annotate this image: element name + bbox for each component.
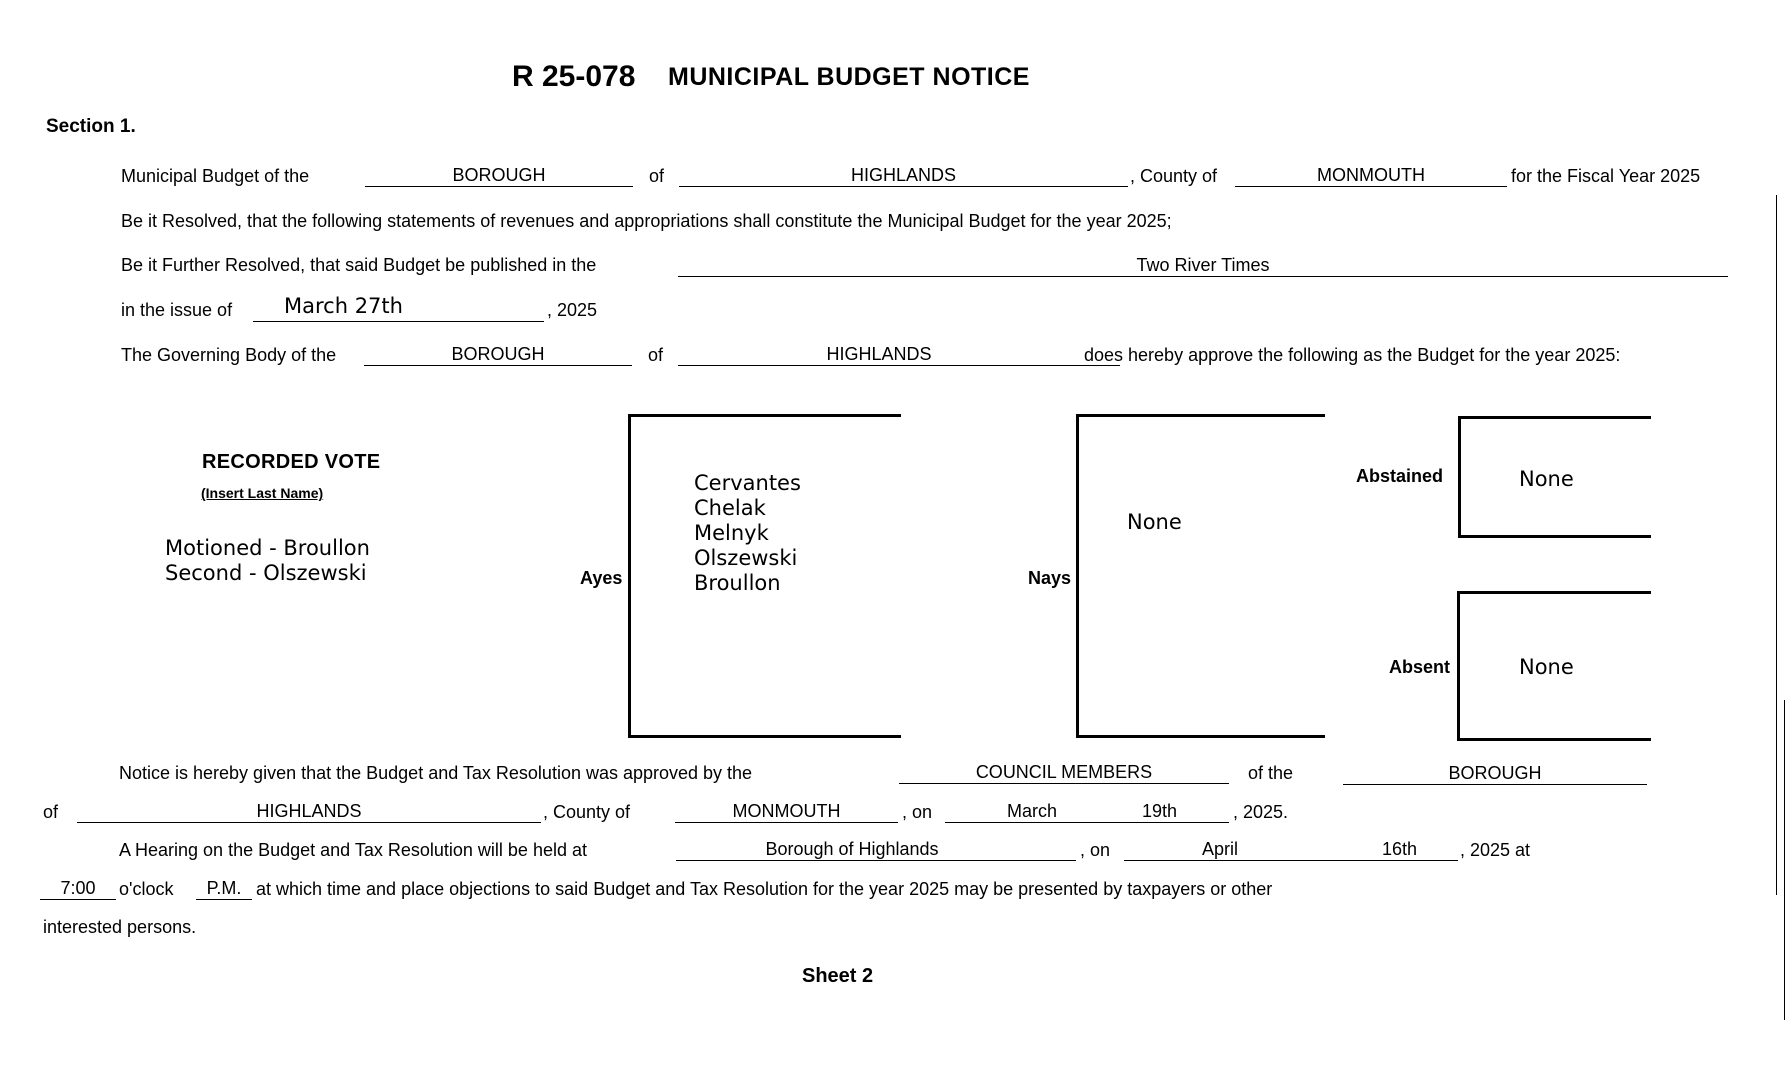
governing-municipality-name: HIGHLANDS xyxy=(678,343,1120,366)
county-label: , County of xyxy=(1130,166,1218,186)
motioned-by: Motioned - Broullon xyxy=(165,536,370,560)
hearing-date-field xyxy=(1124,838,1458,861)
municipality-name-field: HIGHLANDS xyxy=(679,164,1128,187)
notice-municipality-name: HIGHLANDS xyxy=(77,800,541,823)
aye-name: Melnyk xyxy=(694,521,769,545)
hearing-objections-text-cont: interested persons. xyxy=(43,917,197,937)
governing-municipality-type: BOROUGH xyxy=(364,343,632,366)
county-field: MONMOUTH xyxy=(1235,164,1507,187)
notice-day: 19th xyxy=(1142,801,1178,821)
municipality-type-field: BOROUGH xyxy=(365,164,633,187)
line1-of: of xyxy=(649,166,665,186)
fiscal-year-text: for the Fiscal Year 2025 xyxy=(1511,166,1701,186)
hearing-on: , on xyxy=(1080,840,1111,860)
notice-municipality-type: BOROUGH xyxy=(1343,762,1647,785)
nays-value: None xyxy=(1127,510,1182,534)
ayes-list xyxy=(694,471,801,596)
hearing-prefix: A Hearing on the Budget and Tax Resolution will be held at xyxy=(119,840,587,860)
hearing-objections-text: at which time and place objections to said Budget and Tax Resolution for the year 2025 may be presented by taxpayers or other xyxy=(256,879,1273,899)
governing-body-prefix: The Governing Body of the xyxy=(121,345,337,365)
absent-label: Absent xyxy=(1389,657,1451,677)
hearing-oclock: o'clock xyxy=(119,879,174,899)
aye-name: Cervantes xyxy=(694,471,801,495)
absent-value: None xyxy=(1519,655,1574,679)
notice-on: , on xyxy=(902,802,933,822)
nays-label: Nays xyxy=(1028,568,1072,588)
newspaper-field: Two River Times xyxy=(678,254,1728,277)
abstained-label: Abstained xyxy=(1356,466,1444,486)
notice-county-field: MONMOUTH xyxy=(675,800,898,823)
approved-by-field: COUNCIL MEMBERS xyxy=(899,761,1229,784)
line1-prefix: Municipal Budget of the xyxy=(121,166,310,186)
hearing-year: , 2025 at xyxy=(1460,840,1531,860)
scan-edge-line xyxy=(1784,700,1785,1020)
abstained-value: None xyxy=(1519,467,1574,491)
notice-month: March xyxy=(1007,801,1058,821)
issue-year: , 2025 xyxy=(547,300,598,320)
sheet-number: Sheet 2 xyxy=(802,965,874,987)
hearing-time-field: 7:00 xyxy=(40,877,116,900)
hearing-day: 16th xyxy=(1382,839,1418,859)
nays-box xyxy=(1076,414,1325,738)
approve-statement: does hereby approve the following as the Budget for the year 2025: xyxy=(1084,345,1621,365)
resolved-statement: Be it Resolved, that the following statements of revenues and appropriations shall constitute the Municipal Budget for the year 2025; xyxy=(121,211,1172,231)
hearing-month: April xyxy=(1202,839,1239,859)
scan-edge-line xyxy=(1776,195,1777,895)
aye-name: Broullon xyxy=(694,571,781,595)
notice-of: of xyxy=(43,802,59,822)
recorded-vote-heading: RECORDED VOTE xyxy=(202,451,381,473)
issue-prefix: in the issue of xyxy=(121,300,233,320)
seconded-by: Second - Olszewski xyxy=(165,561,367,585)
hearing-location-field xyxy=(676,838,1076,861)
aye-name: Chelak xyxy=(694,496,766,520)
publish-statement: Be it Further Resolved, that said Budget be published in the xyxy=(121,255,597,275)
line5-of: of xyxy=(648,345,664,365)
notice-date-field xyxy=(945,800,1229,823)
notice-year: , 2025. xyxy=(1233,802,1289,822)
hearing-location: Borough of Highlands xyxy=(765,839,939,859)
aye-name: Olszewski xyxy=(694,546,798,570)
issue-date-field: March 27th xyxy=(253,294,544,322)
section-label: Section 1. xyxy=(46,116,136,137)
ayes-label: Ayes xyxy=(580,568,623,588)
resolution-number: R 25-078 xyxy=(512,60,636,93)
notice-of-the: of the xyxy=(1248,763,1294,783)
notice-prefix: Notice is hereby given that the Budget and Tax Resolution was approved by the xyxy=(119,763,753,783)
hearing-ampm-field: P.M. xyxy=(196,877,252,900)
notice-county-label: , County of xyxy=(543,802,631,822)
document-title: MUNICIPAL BUDGET NOTICE xyxy=(668,63,1030,91)
recorded-vote-subheading: (Insert Last Name) xyxy=(201,485,324,501)
